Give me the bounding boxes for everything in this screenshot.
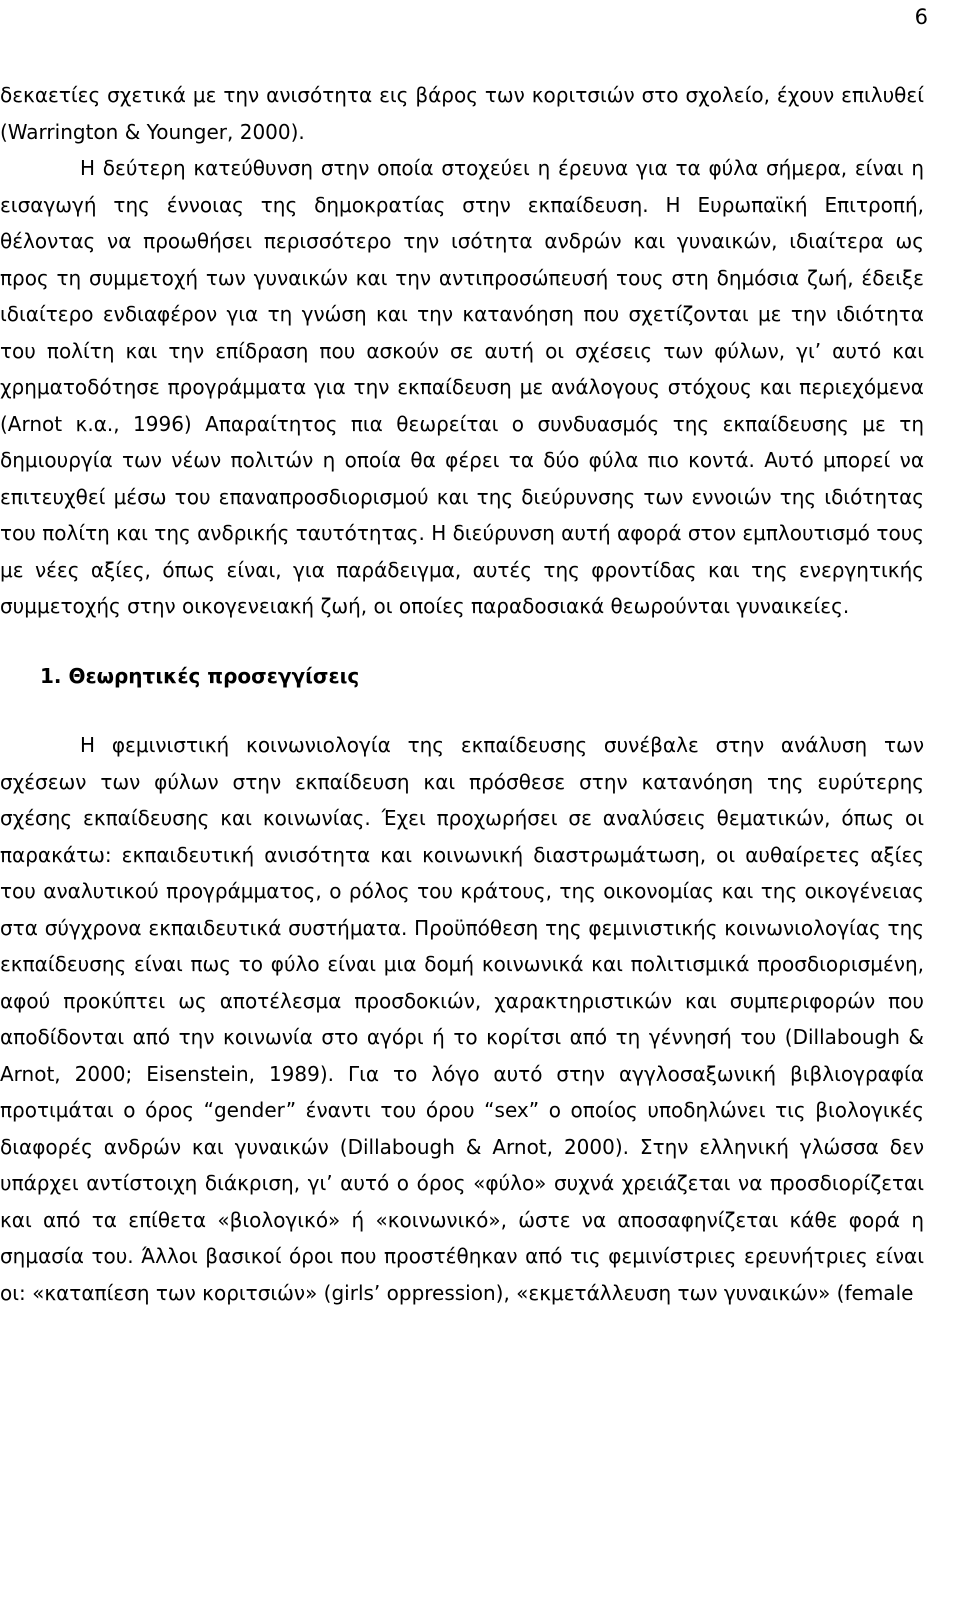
- spacer: [0, 625, 924, 658]
- section-heading: 1. Θεωρητικές προσεγγίσεις: [40, 663, 360, 688]
- spacer: [0, 694, 924, 727]
- paragraph-feminist-sociology: Η φεμινιστική κοινωνιολογία της εκπαίδευσης συνέβαλε στην ανάλυση των σχέσεων των φύλων στην εκπαίδευση και πρόσθεσε στην κατανόηση της ευρύτερης σχέσης εκπαίδευσης και κοινωνίας. Έχει προχωρήσει σε αναλύσεις θεματικών, όπως οι παρακάτω: εκπαιδευτική ανισότητα και κοινωνική διαστρωμάτωση, οι αυθαίρετες αξίες του αναλυτικού προγράμματος, ο ρόλος του κράτους, της οικονομίας και της οικογένειας στα σύγχρονα εκπαιδευτικά συστήματα. Προϋπόθεση της φεμινιστικής κοινωνιολογίας της εκπαίδευσης είναι πως το φύλο είναι μια δομή κοινωνικά και πολιτισμικά προσδιορισμένη, αφού προκύπτει ως αποτέλεσμα προσδοκιών, χαρακτηριστικών και συμπεριφορών που αποδίδονται από την κοινωνία στο αγόρι ή το κορίτσι από τη γέννησή του (Dillabough & Arnot, 2000; Eisenstein, 1989). Για το λόγο αυτό στην αγγλοσαξωνική βιβλιογραφία προτιμάται ο όρος “gender” έναντι του όρου “sex” ο οποίος υποδηλώνει τις βιολογικές διαφορές ανδρών και γυναικών (Dillabough & Arnot, 2000). Στην ελληνική γλώσσα δεν υπάρχει αντίστοιχη διάκριση, γι’ αυτό ο όρος «φύλο» συχνά χρειάζεται να προσδιορίζεται και από τα επίθετα «βιολογικό» ή «κοινωνικό», ώστε να αποσαφηνίζεται κάθε φορά η σημασία του. Άλλοι βασικοί όροι που προστέθηκαν από τις φεμινίστριες ερευνήτριες είναι οι: «καταπίεση των κοριτσιών» (girls’ oppression), «εκμετάλλευση των γυναικών» (female: [0, 733, 924, 1305]
- paragraph-continuation: δεκαετίες σχετικά με την ανισότητα εις βάρος των κοριτσιών στο σχολείο, έχουν επιλυθεί (Warrington & Younger, 2000).: [0, 83, 924, 144]
- paragraph-democracy: Η δεύτερη κατεύθυνση στην οποία στοχεύει η έρευνα για τα φύλα σήμερα, είναι η εισαγωγή της έννοιας της δημοκρατίας στην εκπαίδευση. Η Ευρωπαϊκή Επιτροπή, θέλοντας να προωθήσει περισσότερο την ισότητα ανδρών και γυναικών, ιδιαίτερα ως προς τη συμμετοχή των γυναικών και την αντιπροσώπευσή τους στη δημόσια ζωή, έδειξε ιδιαίτερο ενδιαφέρον για τη γνώση και την κατανόηση που σχετίζονται με την ιδιότητα του πολίτη και την επίδραση που ασκούν σε αυτή οι σχέσεις των φύλων, γι’ αυτό και χρηματοδότησε προγράμματα για την εκπαίδευση με ανάλογους στόχους και περιεχόμενα (Arnot κ.α., 1996) Απαραίτητος πια θεωρείται ο συνδυασμός της εκπαίδευσης με τη δημιουργία των νέων πολιτών η οποία θα φέρει τα δύο φύλα πιο κοντά. Αυτό μπορεί να επιτευχθεί μέσω του επαναπροσδιορισμού και της διεύρυνσης των εννοιών της ιδιότητας του πολίτη και της ανδρικής ταυτότητας. Η διεύρυνση αυτή αφορά στον εμπλουτισμό τους με νέες αξίες, όπως είναι, για παράδειγμα, αυτές της φροντίδας και της ενεργητικής συμμετοχής στην οικογενειακή ζωή, οι οποίες παραδοσιακά θεωρούνται γυναικείες.: [0, 156, 924, 618]
- document-body: [0, 77, 924, 1311]
- page-number: 6: [914, 5, 928, 29]
